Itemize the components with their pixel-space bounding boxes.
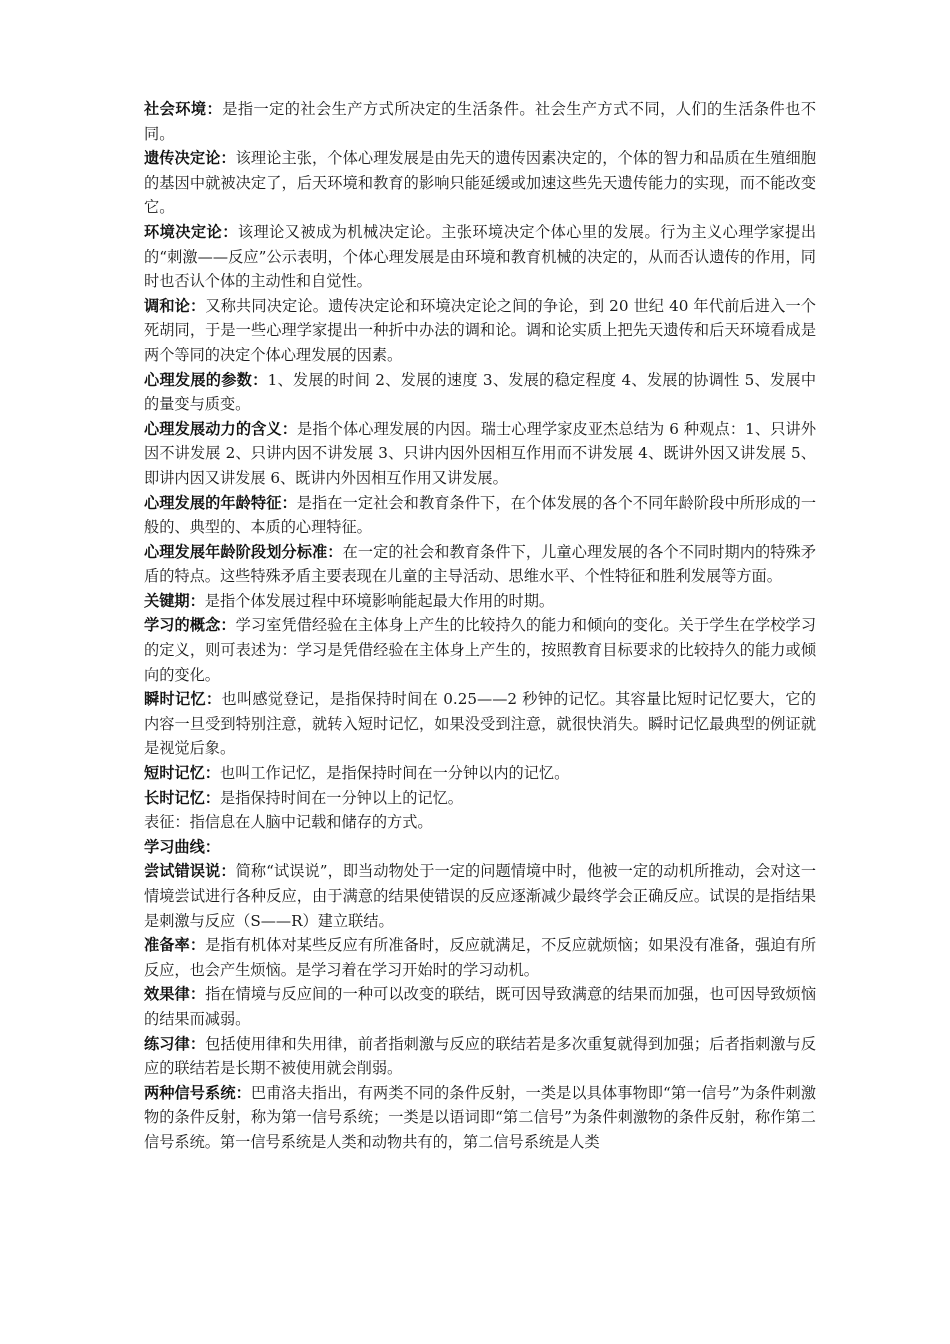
entry-development-motivation	[144, 417, 816, 491]
entry-definition: 学习室凭借经验在主体身上产生的比较持久的能力和倾向的变化。关于学生在学校学习的定义，则可表述为：学习是凭借经验在主体身上产生的，按照教育目标要求的比较持久的能力或倾向的变化。	[144, 616, 817, 684]
entry-term: 心理发展年龄阶段划分标准：	[144, 542, 343, 561]
entry-definition: 也叫感觉登记，是指保持时间在 0.25——2 秒钟的记忆。其容量比短时记忆要大，它的内容一旦受到特别注意，就转入短时记忆，如果没受到注意，就很快消失。瞬时记忆最典型的例证就是视觉后象。	[144, 690, 817, 758]
entry-definition: 是指保持时间在一分钟以上的记忆。	[219, 788, 463, 807]
entry-definition: 该理论又被成为机械决定论。主张环境决定个体心里的发展。行为主义心理学家提出的“刺激——反应”公示表明，个体心理发展是由环境和教育机械的决定的，从而否认遗传的作用，同时也否认个体的主动性和自觉性。	[144, 222, 817, 291]
entry-long-term-memory	[144, 786, 816, 811]
entry-term: 瞬时记忆：	[144, 690, 222, 709]
entry-term: 心理发展的参数：	[144, 370, 268, 389]
entry-term: 心理发展的年龄特征：	[144, 493, 297, 512]
entry-development-parameters	[144, 368, 816, 417]
entry-critical-period	[144, 589, 816, 614]
entry-representation	[144, 810, 816, 835]
entry-definition: 也叫工作记忆，是指保持时间在一分钟以内的记忆。	[219, 764, 570, 783]
entry-term: 环境决定论：	[144, 222, 238, 241]
entry-law-of-effect	[144, 982, 816, 1031]
entry-term: 学习曲线：	[144, 837, 220, 856]
entry-definition: 巴甫洛夫指出，有两类不同的条件反射，一类是以具体事物即“第一信号”为条件刺激物的条件反射，称为第一信号系统；一类是以语词即“第二信号”为条件刺激物的条件反射，称作第二信号系统。第一信号系统是人类和动物共有的，第二信号系统是人类	[144, 1083, 817, 1151]
entry-genetic-determinism	[144, 146, 816, 220]
entry-age-characteristics	[144, 491, 816, 540]
entry-term: 表征：	[144, 813, 190, 832]
entry-term: 社会环境：	[144, 100, 223, 118]
entry-term: 短时记忆：	[144, 764, 220, 783]
entry-term: 关键期：	[144, 591, 205, 610]
entry-definition: 又称共同决定论。遗传决定论和环境决定论之间的争论，到 20 世纪 40 年代前后进入一个死胡同，于是一些心理学家提出一种折中办法的调和论。调和论实质上把先天遗传和后天环境看成是两个等同的决定个体心理发展的因素。	[144, 296, 816, 364]
entry-definition: 是指在一定社会和教育条件下，在个体发展的各个不同年龄阶段中所形成的一般的、典型的、本质的心理特征。	[144, 493, 817, 537]
entry-term: 练习律：	[144, 1034, 206, 1053]
entry-definition: 是指有机体对某些反应有所准备时，反应就满足，不反应就烦恼；如果没有准备，强迫有所反应，也会产生烦恼。是学习着在学习开始时的学习动机。	[144, 936, 817, 979]
entry-definition: 1、发展的时间 2、发展的速度 3、发展的稳定程度 4、发展的协调性 5、发展中的量变与质变。	[144, 370, 817, 414]
entry-term: 遗传决定论：	[144, 149, 236, 168]
entry-definition: 在一定的社会和教育条件下，儿童心理发展的各个不同时期内的特殊矛盾的特点。这些特殊矛盾主要表现在儿童的主导活动、思维水平、个性特征和胜利发展等方面。	[144, 542, 817, 586]
entry-trial-and-error	[144, 859, 816, 933]
entry-definition: 是指个体发展过程中环境影响能起最大作用的时期。	[204, 591, 555, 610]
entry-definition: 是指一定的社会生产方式所决定的生活条件。社会生产方式不同，人们的生活条件也不同。	[144, 100, 817, 143]
entry-definition: 简称“试误说”，即当动物处于一定的问题情境中时，他被一定的动机所推动，会对这一情境尝试进行各种反应，由于满意的结果使错误的反应逐渐减少最终学会正确反应。试误的是指结果是刺激与反应（S——R）建立联结。	[144, 862, 817, 930]
entry-social-environment	[144, 97, 816, 146]
entry-term: 心理发展动力的含义：	[144, 419, 298, 438]
entry-term: 效果律：	[144, 985, 206, 1004]
entry-definition: 指信息在人脑中记载和储存的方式。	[189, 813, 433, 832]
entry-definition: 是指个体心理发展的内因。瑞士心理学家皮亚杰总结为 6 种观点：1、只讲外因不讲发展 2、只讲内因不讲发展 3、只讲内因外因相互作用而不讲发展 4、既讲外因又讲发展 5、即讲内因又讲发展 6、既讲内外因相互作用又讲发展。	[144, 419, 817, 487]
entry-term: 长时记忆：	[144, 788, 220, 807]
entry-age-stage-criteria	[144, 540, 816, 589]
entry-term: 学习的概念：	[144, 616, 236, 635]
entry-learning-concept	[144, 613, 816, 687]
entry-definition: 包括使用律和失用律，前者指刺激与反应的联结若是多次重复就得到加强；后者指刺激与反应的联结若是长期不被使用就会削弱。	[144, 1034, 817, 1078]
entry-two-signal-systems	[144, 1081, 816, 1155]
entry-term: 准备率：	[144, 936, 206, 955]
document-page	[144, 97, 816, 1155]
entry-law-of-exercise	[144, 1032, 816, 1081]
entry-environmental-determinism	[144, 220, 816, 294]
entry-short-term-memory	[144, 761, 816, 786]
entry-term: 尝试错误说：	[144, 862, 236, 881]
entry-term: 两种信号系统：	[144, 1083, 251, 1102]
entry-term: 调和论：	[144, 296, 206, 315]
entry-interaction-theory	[144, 294, 816, 368]
entry-sensory-memory	[144, 687, 816, 761]
entry-law-of-readiness	[144, 933, 816, 982]
entry-definition: 该理论主张，个体心理发展是由先天的遗传因素决定的，个体的智力和品质在生殖细胞的基因中就被决定了，后天环境和教育的影响只能延缓或加速这些先天遗传能力的实现，而不能改变它。	[144, 149, 817, 217]
entry-definition: 指在情境与反应间的一种可以改变的联结，既可因导致满意的结果而加强，也可因导致烦恼的结果而减弱。	[144, 985, 817, 1028]
entry-learning-curve	[144, 835, 816, 860]
